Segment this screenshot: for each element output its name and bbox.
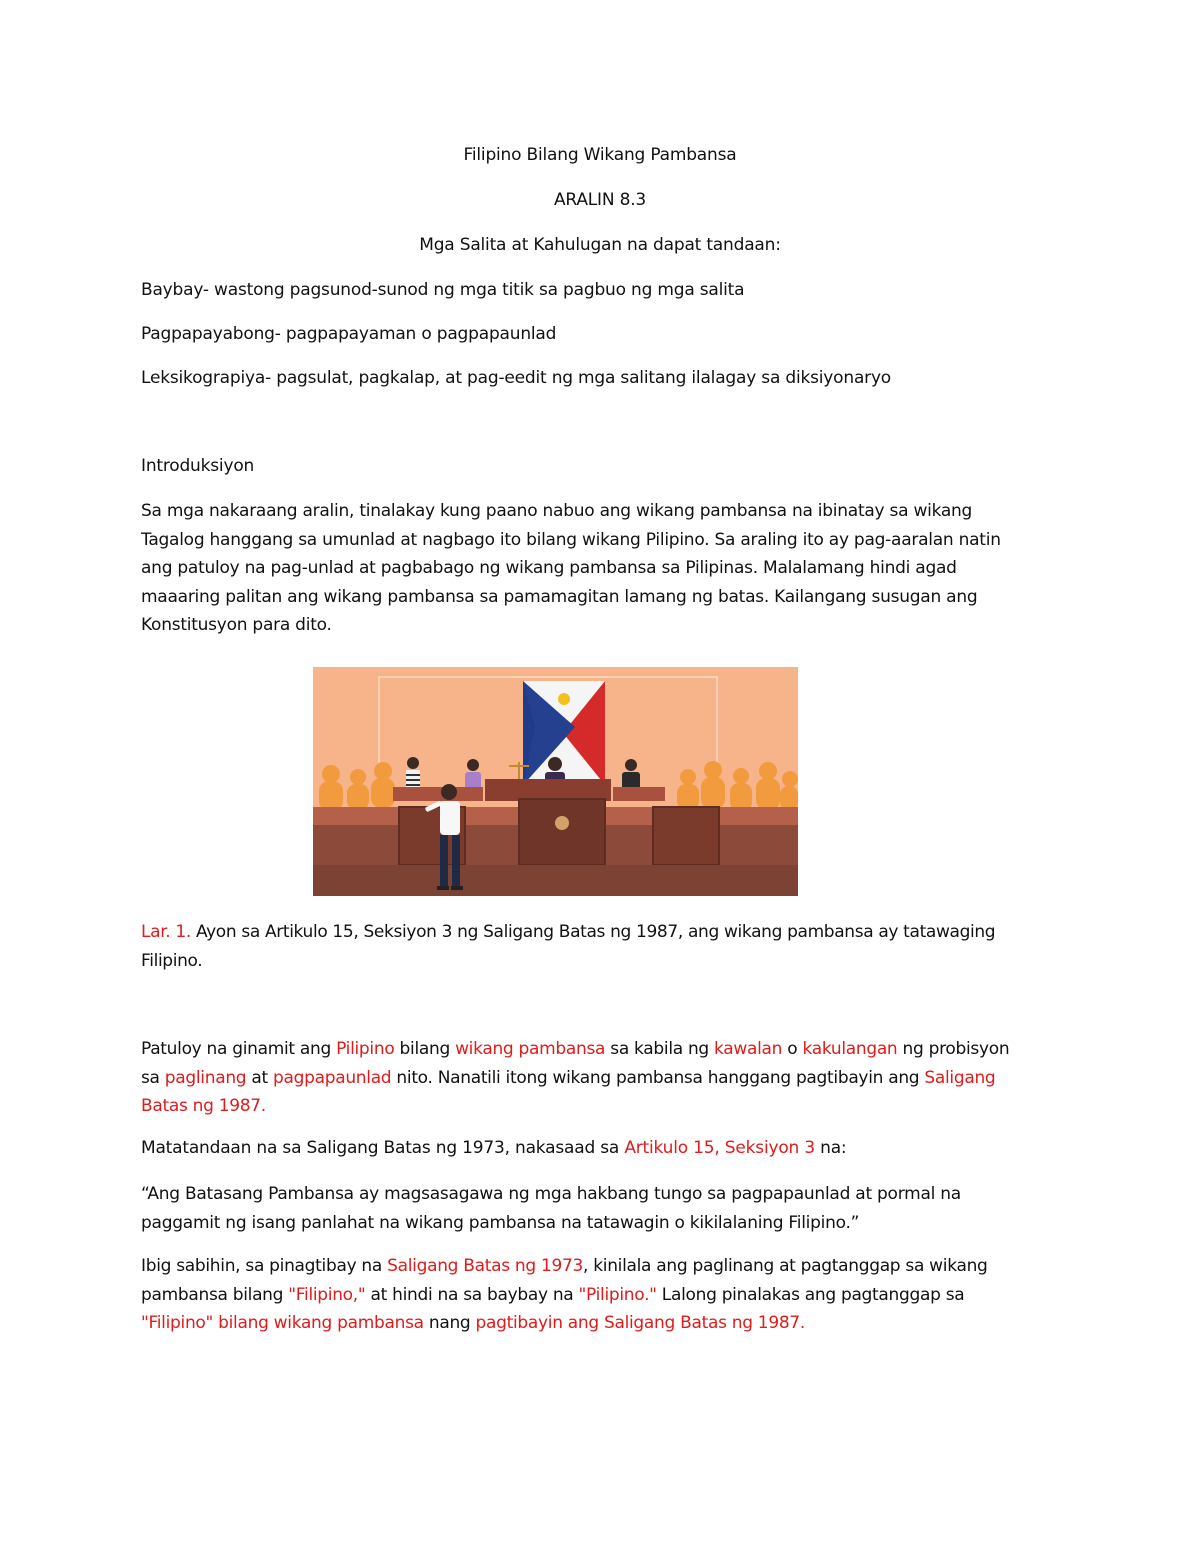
highlight-run: Saligang — [924, 1067, 996, 1088]
text-run: Lalong pinalakas ang pagtanggap sa — [656, 1284, 965, 1305]
intro-line: Sa mga nakaraang aralin, tinalakay kung paano nabuo ang wikang pambansa na ibinatay sa wikang — [141, 501, 973, 521]
terms-heading: Mga Salita at Kahulugan na dapat tandaan: — [419, 235, 781, 255]
text-run: at — [246, 1067, 273, 1088]
intro-line: ang patuloy na pag-unlad at pagbabago ng wikang pambansa sa Pilipinas. Malalamang hindi agad — [141, 558, 957, 579]
highlight-run: pagpapaunlad — [273, 1067, 392, 1088]
text-run: , kinilala ang paglinang at pagtanggap sa wikang — [583, 1256, 988, 1276]
text-run: pambansa bilang — [141, 1284, 289, 1305]
text-run: sa — [141, 1067, 165, 1088]
term-pagpapayabong: Pagpapayabong- pagpapayaman o pagpapaunlad — [141, 324, 557, 344]
highlight-run: Batas ng 1987. — [141, 1096, 266, 1117]
term-leksikograpiya: Leksikograpiya- pagsulat, pagkalap, at pag-eedit ng mga salitang ilalagay sa diksiyonaryo — [141, 368, 892, 388]
caption-line: Filipino. — [141, 950, 203, 971]
intro-paragraph — [141, 497, 1061, 640]
text-run: at hindi na sa baybay na — [365, 1284, 579, 1305]
text-run: o — [782, 1039, 803, 1059]
highlight-run: Artikulo 15, Seksiyon 3 — [624, 1138, 815, 1158]
text-run: ng probisyon — [897, 1039, 1010, 1059]
paragraph-line — [141, 1252, 1061, 1281]
term-baybay: Baybay- wastong pagsunod-sunod ng mga titik sa pagbuo ng mga salita — [141, 280, 745, 300]
quote-line: “Ang Batasang Pambansa ay magsasagawa ng mga hakbang tungo sa pagpapaunlad at pormal na — [141, 1184, 961, 1204]
highlight-run: "Filipino," — [288, 1284, 366, 1305]
figure-label: Lar. 1. — [141, 922, 191, 942]
figure-caption — [141, 918, 1061, 975]
highlight-run: "Filipino" bilang wikang pambansa — [141, 1313, 424, 1334]
text-run: Matatandaan na sa Saligang Batas ng 1973, nakasaad sa — [141, 1138, 625, 1158]
text-run: Ibig sabihin, sa pinagtibay na — [141, 1256, 388, 1276]
paragraph-matatandaan — [141, 1138, 1061, 1158]
paragraph-line — [141, 1092, 1061, 1121]
highlight-run: "Pilipino." — [578, 1284, 657, 1305]
constitution-quote — [141, 1180, 1061, 1237]
courtroom-illustration — [313, 667, 798, 896]
highlight-run: kakulangan — [802, 1039, 898, 1059]
highlight-run: paglinang — [164, 1067, 247, 1088]
paragraph-line — [141, 1281, 1061, 1310]
quote-line: paggamit ng isang panlahat na wikang pambansa na tatawagin o kikilalaning Filipino.” — [141, 1212, 860, 1233]
intro-heading: Introduksiyon — [141, 456, 255, 476]
highlight-run: Saligang Batas ng 1973 — [387, 1256, 584, 1276]
caption-line — [141, 918, 1061, 947]
caption-text: Ayon sa Artikulo 15, Seksiyon 3 ng Saligang Batas ng 1987, ang wikang pambansa ay tatawaging — [190, 922, 996, 942]
text-run: nang — [423, 1313, 476, 1334]
text-run: bilang — [394, 1039, 456, 1059]
lesson-number: ARALIN 8.3 — [553, 190, 647, 210]
highlight-run: kawalan — [714, 1039, 783, 1059]
intro-line: Konstitusyon para dito. — [141, 615, 332, 636]
paragraph-line — [141, 1064, 1061, 1093]
paragraph-line — [141, 1309, 1061, 1338]
paragraph-line — [141, 1035, 1061, 1064]
text-run: na: — [814, 1138, 847, 1158]
paragraph-patuloy — [141, 1035, 1061, 1121]
paragraph-ibig-sabihin — [141, 1252, 1061, 1338]
document-title: Filipino Bilang Wikang Pambansa — [463, 145, 737, 165]
highlight-run: pagtibayin ang Saligang Batas ng 1987. — [475, 1313, 805, 1334]
text-run: nito. Nanatili itong wikang pambansa hanggang pagtibayin ang — [391, 1067, 925, 1088]
text-run: Patuloy na ginamit ang — [141, 1039, 337, 1059]
highlight-run: wikang pambansa — [455, 1039, 606, 1059]
intro-line: Tagalog hanggang sa umunlad at nagbago ito bilang wikang Pilipino. Sa araling ito ay pag-aaralan natin — [141, 529, 1001, 550]
highlight-run: Pilipino — [336, 1039, 395, 1059]
intro-line: maaaring palitan ang wikang pambansa sa pamamagitan lamang ng batas. Kailangang susugan ang — [141, 586, 978, 607]
text-run: sa kabila ng — [605, 1039, 715, 1059]
